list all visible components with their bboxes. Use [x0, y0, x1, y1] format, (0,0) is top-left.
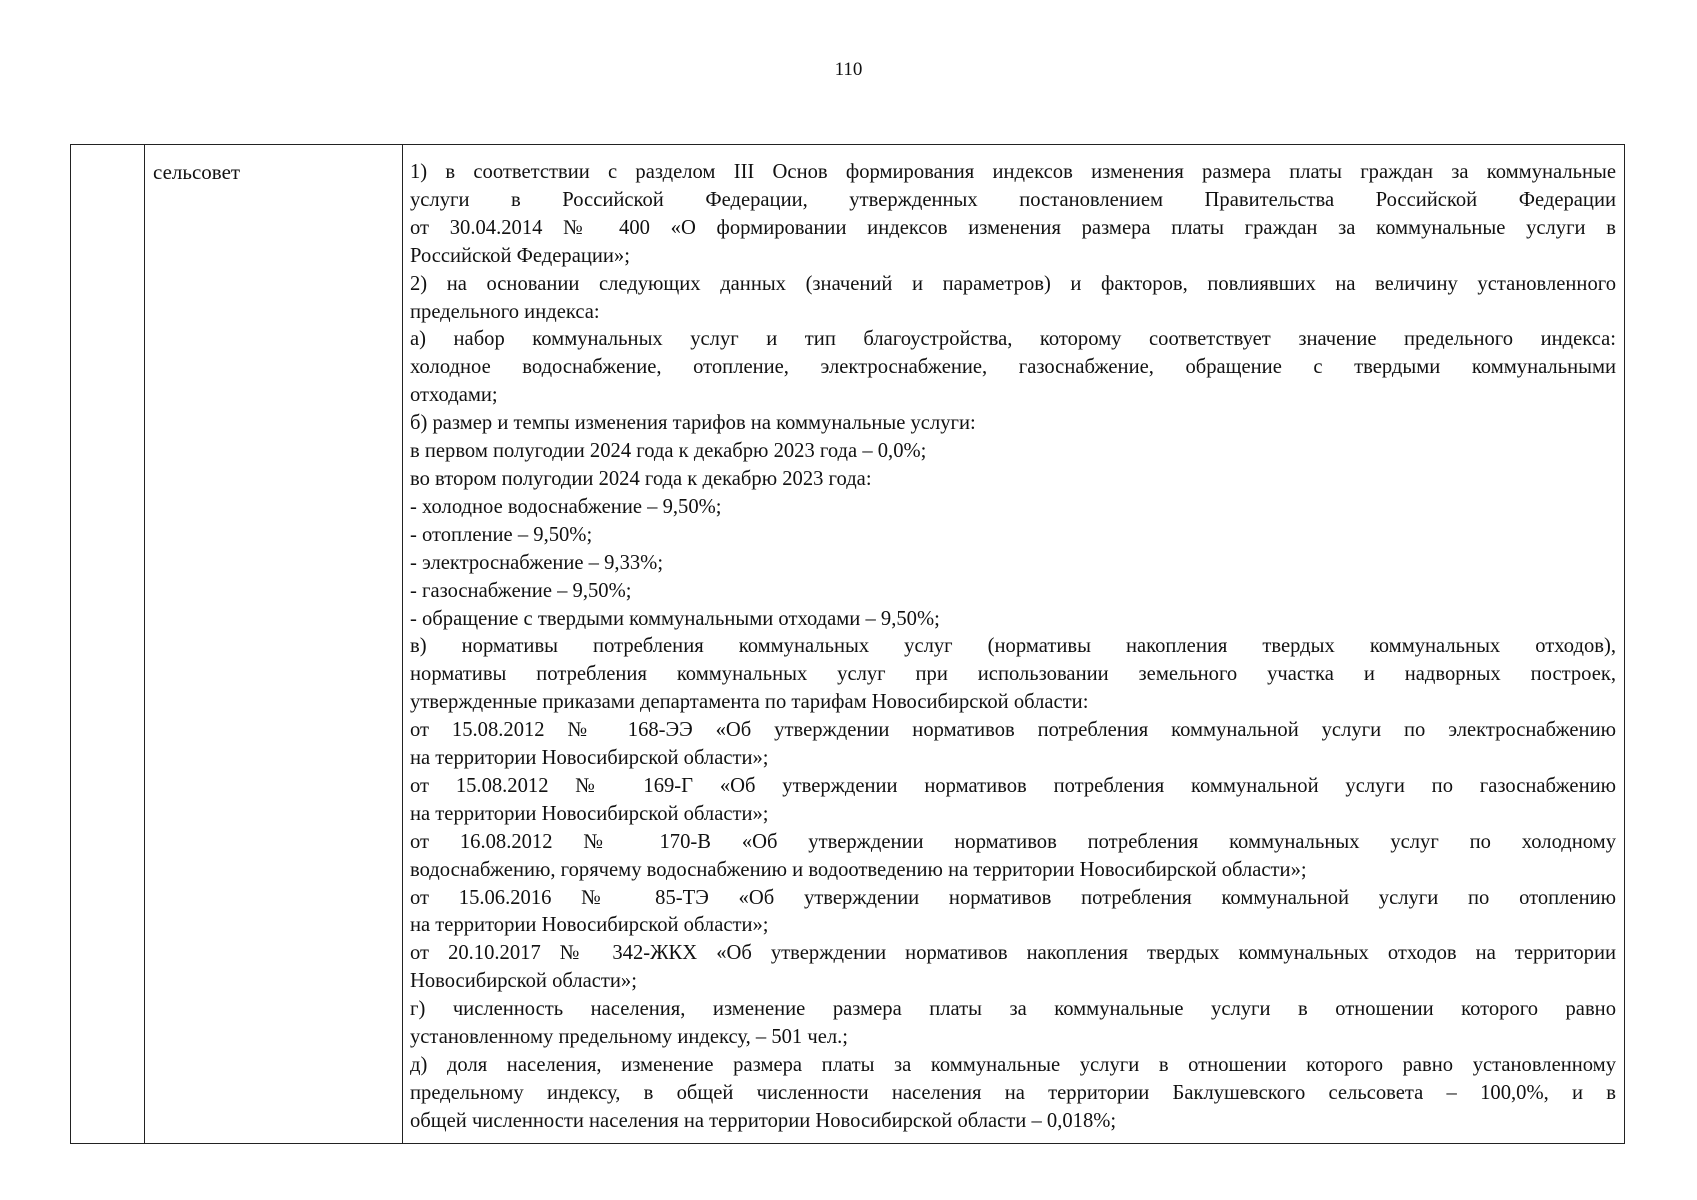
text-line: 1) в соответствии с разделом III Основ формирования индексов изменения размера платы граждан за коммунальные [410, 161, 1616, 183]
text-line: Новосибирской области»; [410, 970, 637, 993]
text-line: холодное водоснабжение, отопление, электроснабжение, газоснабжение, обращение с твердыми коммунальными [410, 356, 1616, 379]
text-line: в) нормативы потребления коммунальных услуг (нормативы накопления твердых коммунальных отходов), [410, 635, 1616, 658]
text-line: от 20.10.2017 № 342-ЖКХ «Об утверждении нормативов накопления твердых коммунальных отходов на территории [410, 942, 1616, 965]
text-line: во втором полугодии 2024 года к декабрю 2023 года: [410, 467, 872, 490]
text-line: водоснабжению, горячему водоснабжению и водоотведению на территории Новосибирской области»; [410, 858, 1307, 881]
page-number: 110 [834, 59, 863, 80]
text-line: б) размер и темпы изменения тарифов на коммунальные услуги: [410, 412, 976, 435]
text-line: в первом полугодии 2024 года к декабрю 2023 года – 0,0%; [410, 440, 927, 463]
text-line: отходами; [410, 384, 498, 407]
text-line: от 15.08.2012 № 169-Г «Об утверждении нормативов потребления коммунальной услуги по газоснабжению [410, 774, 1616, 797]
text-line: - электроснабжение – 9,33%; [410, 551, 664, 574]
text-line: а) набор коммунальных услуг и тип благоустройства, которому соответствует значение предельного индекса: [410, 328, 1616, 351]
text-line: от 30.04.2014 № 400 «О формировании индексов изменения размера платы граждан за коммунальные услуги в [410, 216, 1616, 239]
text-line: услуги в Российской Федерации, утвержденных постановлением Правительства Российской Федерации [410, 188, 1616, 211]
text-line: - отопление – 9,50%; [410, 523, 593, 546]
document-table [70, 144, 1625, 1144]
text-line: предельного индекса: [410, 300, 600, 323]
text-line: предельному индексу, в общей численности населения на территории Баклушевского сельсовета – 100,0%, и в [410, 1081, 1616, 1104]
table-cell-number [71, 145, 145, 1143]
text-line: д) доля населения, изменение размера платы за коммунальные услуги в отношении которого равно установленному [410, 1054, 1616, 1076]
text-line: от 15.08.2012 № 168-ЭЭ «Об утверждении нормативов потребления коммунальной услуги по электроснабжению [410, 719, 1616, 742]
text-line: - обращение с твердыми коммунальными отходами – 9,50%; [410, 607, 940, 630]
text-line: общей численности населения на территории Новосибирской области – 0,018%; [410, 1109, 1117, 1132]
text-line: от 16.08.2012 № 170-В «Об утверждении нормативов потребления коммунальных услуг по холодному [410, 830, 1616, 853]
text-line: на территории Новосибирской области»; [410, 802, 769, 825]
text-line: - холодное водоснабжение – 9,50%; [410, 495, 722, 518]
text-line: на территории Новосибирской области»; [410, 914, 769, 937]
text-line: - газоснабжение – 9,50%; [410, 579, 632, 602]
text-line: от 15.06.2016 № 85-ТЭ «Об утверждении нормативов потребления коммунальной услуги по отоплению [410, 886, 1616, 909]
table-cell-description [403, 145, 1624, 1143]
text-line: г) численность населения, изменение размера платы за коммунальные услуги в отношении которого равно [410, 998, 1616, 1021]
text-line: утвержденные приказами департамента по тарифам Новосибирской области: [410, 691, 1089, 714]
text-line: нормативы потребления коммунальных услуг при использовании земельного участка и надворных построек, [410, 663, 1616, 686]
text-line: установленному предельному индексу, – 501 чел.; [410, 1026, 848, 1049]
text-line: на территории Новосибирской области»; [410, 747, 769, 770]
text-line: 2) на основании следующих данных (значений и параметров) и факторов, повлиявших на величину установленного [410, 272, 1616, 295]
text-line: Российской Федерации»; [410, 244, 630, 267]
table-cell-municipality: сельсовет [145, 145, 403, 1143]
